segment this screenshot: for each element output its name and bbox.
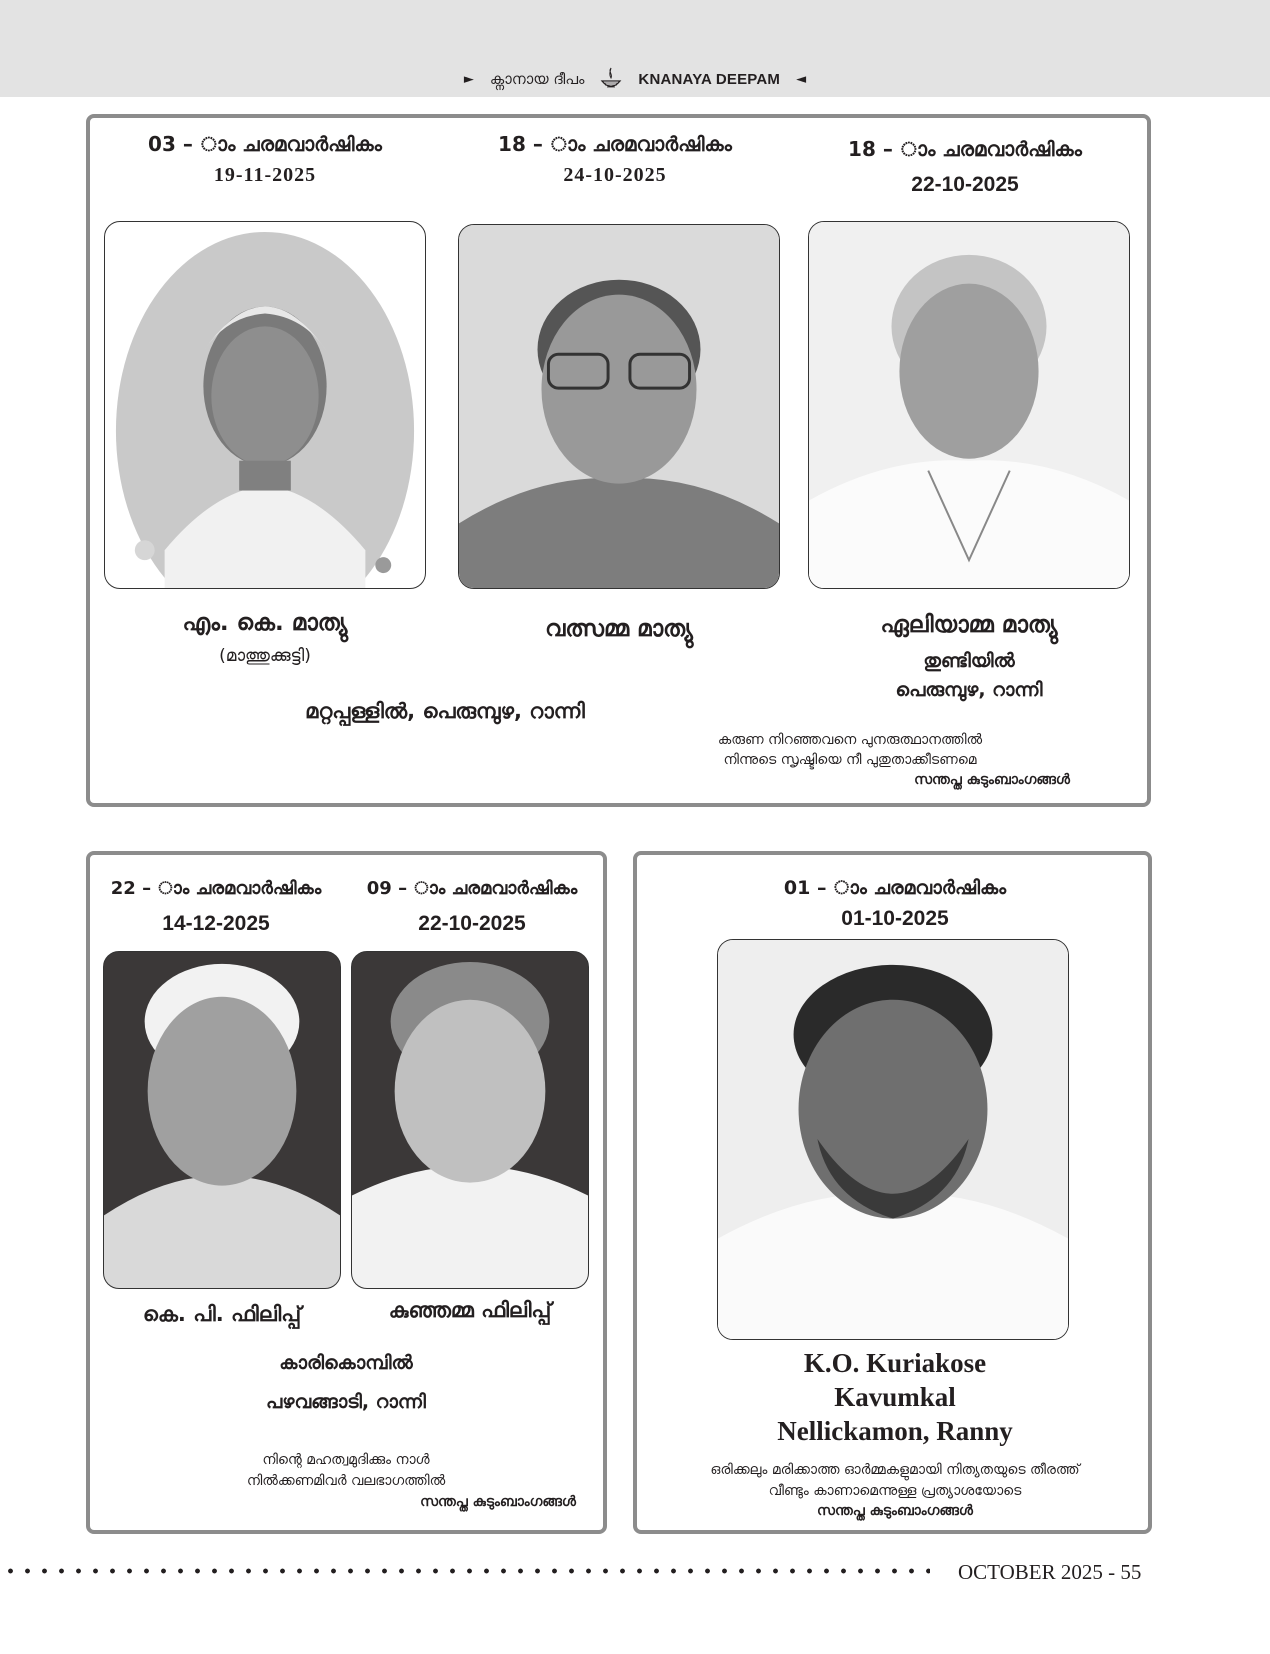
place-name: പഴവങ്ങാടി, റാന്നി	[266, 1391, 426, 1413]
page-number: - 55	[1108, 1560, 1142, 1584]
portrait-photo-kunjamma-philip	[351, 951, 589, 1289]
anniversary-label: 18 – ാം ചരമവാർഷികം	[848, 137, 1082, 161]
memorial-date: 24-10-2025	[563, 164, 667, 186]
verse-line: നിന്റെ മഹത്വമുദിക്കും നാൾ	[262, 1452, 430, 1468]
memorial-date: 01-10-2025	[841, 907, 949, 930]
house-name: തുണ്ടിയിൽ	[923, 650, 1015, 672]
right-triangle-marker: ►	[463, 71, 474, 87]
deceased-name: എം. കെ. മാത്യു	[182, 610, 348, 636]
memorial-date: 14-12-2025	[162, 912, 270, 935]
verse-line: കരുണ നിറഞ്ഞവനെ പുനരുത്ഥാനത്തിൽ	[717, 732, 983, 748]
deceased-name: കെ. പി. ഫിലിപ്പ്	[142, 1302, 302, 1326]
bereaved-family: സന്തപ്ത കുടുംബാംഗങ്ങൾ	[914, 772, 1070, 788]
masthead-title-malayalam: ക്നാനായ ദീപം	[489, 70, 585, 88]
deceased-name: കുഞ്ഞമ്മ ഫിലിപ്പ്	[388, 1298, 552, 1322]
family-house-place: മറ്റപ്പള്ളിൽ, പെരുമ്പുഴ, റാന്നി	[305, 699, 585, 723]
verse-line: ഒരിക്കലും മരിക്കാത്ത ഓർമ്മകളുമായി നിത്യതയുടെ തീരത്ത്	[710, 1462, 1080, 1478]
left-triangle-marker: ◄	[796, 71, 807, 87]
verse-line: നിൽക്കണമിവർ വലഭാഗത്തിൽ	[246, 1473, 446, 1489]
deceased-name: ഏലിയാമ്മ മാത്യു	[880, 612, 1058, 638]
footer-issue-page	[958, 1560, 1141, 1585]
house-name-line: Kavumkal	[834, 1382, 956, 1412]
bereaved-family: സന്തപ്ത കുടുംബാംഗങ്ങൾ	[817, 1503, 973, 1519]
anniversary-label: 09 – ാം ചരമവാർഷികം	[366, 878, 578, 899]
house-name: കാരികൊമ്പിൽ	[279, 1352, 413, 1374]
anniversary-label: 18 – ാം ചരമവാർഷികം	[498, 132, 732, 156]
verse-line: നിന്നുടെ സൃഷ്ടിയെ നീ പുതുതാക്കീടണമെ	[723, 752, 977, 768]
issue-month: OCTOBER 2025	[958, 1560, 1103, 1584]
masthead	[0, 66, 1270, 92]
memorial-date: 19-11-2025	[213, 164, 317, 186]
oil-lamp-icon	[600, 66, 622, 92]
place-name-line: Nellickamon, Ranny	[777, 1416, 1013, 1446]
anniversary-label: 01 – ാം ചരമവാർഷികം	[783, 877, 1007, 899]
portrait-photo-kp-philip	[103, 951, 341, 1289]
bereaved-family: സന്തപ്ത കുടുംബാംഗങ്ങൾ	[420, 1494, 576, 1510]
anniversary-label: 22 – ാം ചരമവാർഷികം	[110, 878, 322, 899]
anniversary-label: 03 – ാം ചരമവാർഷികം	[148, 132, 382, 156]
portrait-photo-valsamma-mathew	[458, 224, 780, 589]
masthead-title-english: KNANAYA DEEPAM	[638, 70, 781, 88]
deceased-name: വത്സമ്മ മാത്യു	[545, 616, 693, 642]
portrait-photo-eliyamma-mathew	[808, 221, 1130, 589]
portrait-photo-mk-mathew	[104, 221, 426, 589]
memorial-date: 22-10-2025	[911, 173, 1019, 196]
deceased-name-line: K.O. Kuriakose	[803, 1348, 987, 1378]
place-name: പെരുമ്പുഴ, റാന്നി	[895, 679, 1043, 701]
footer-dotted-rule	[0, 1566, 930, 1576]
portrait-photo-ko-kuriakose	[717, 939, 1069, 1340]
memorial-date: 22-10-2025	[418, 912, 526, 935]
deceased-nickname: (മാത്തുക്കുട്ടി)	[219, 646, 311, 666]
verse-line: വീണ്ടും കാണാമെന്നുള്ള പ്രത്യാശയോടെ	[768, 1483, 1022, 1499]
